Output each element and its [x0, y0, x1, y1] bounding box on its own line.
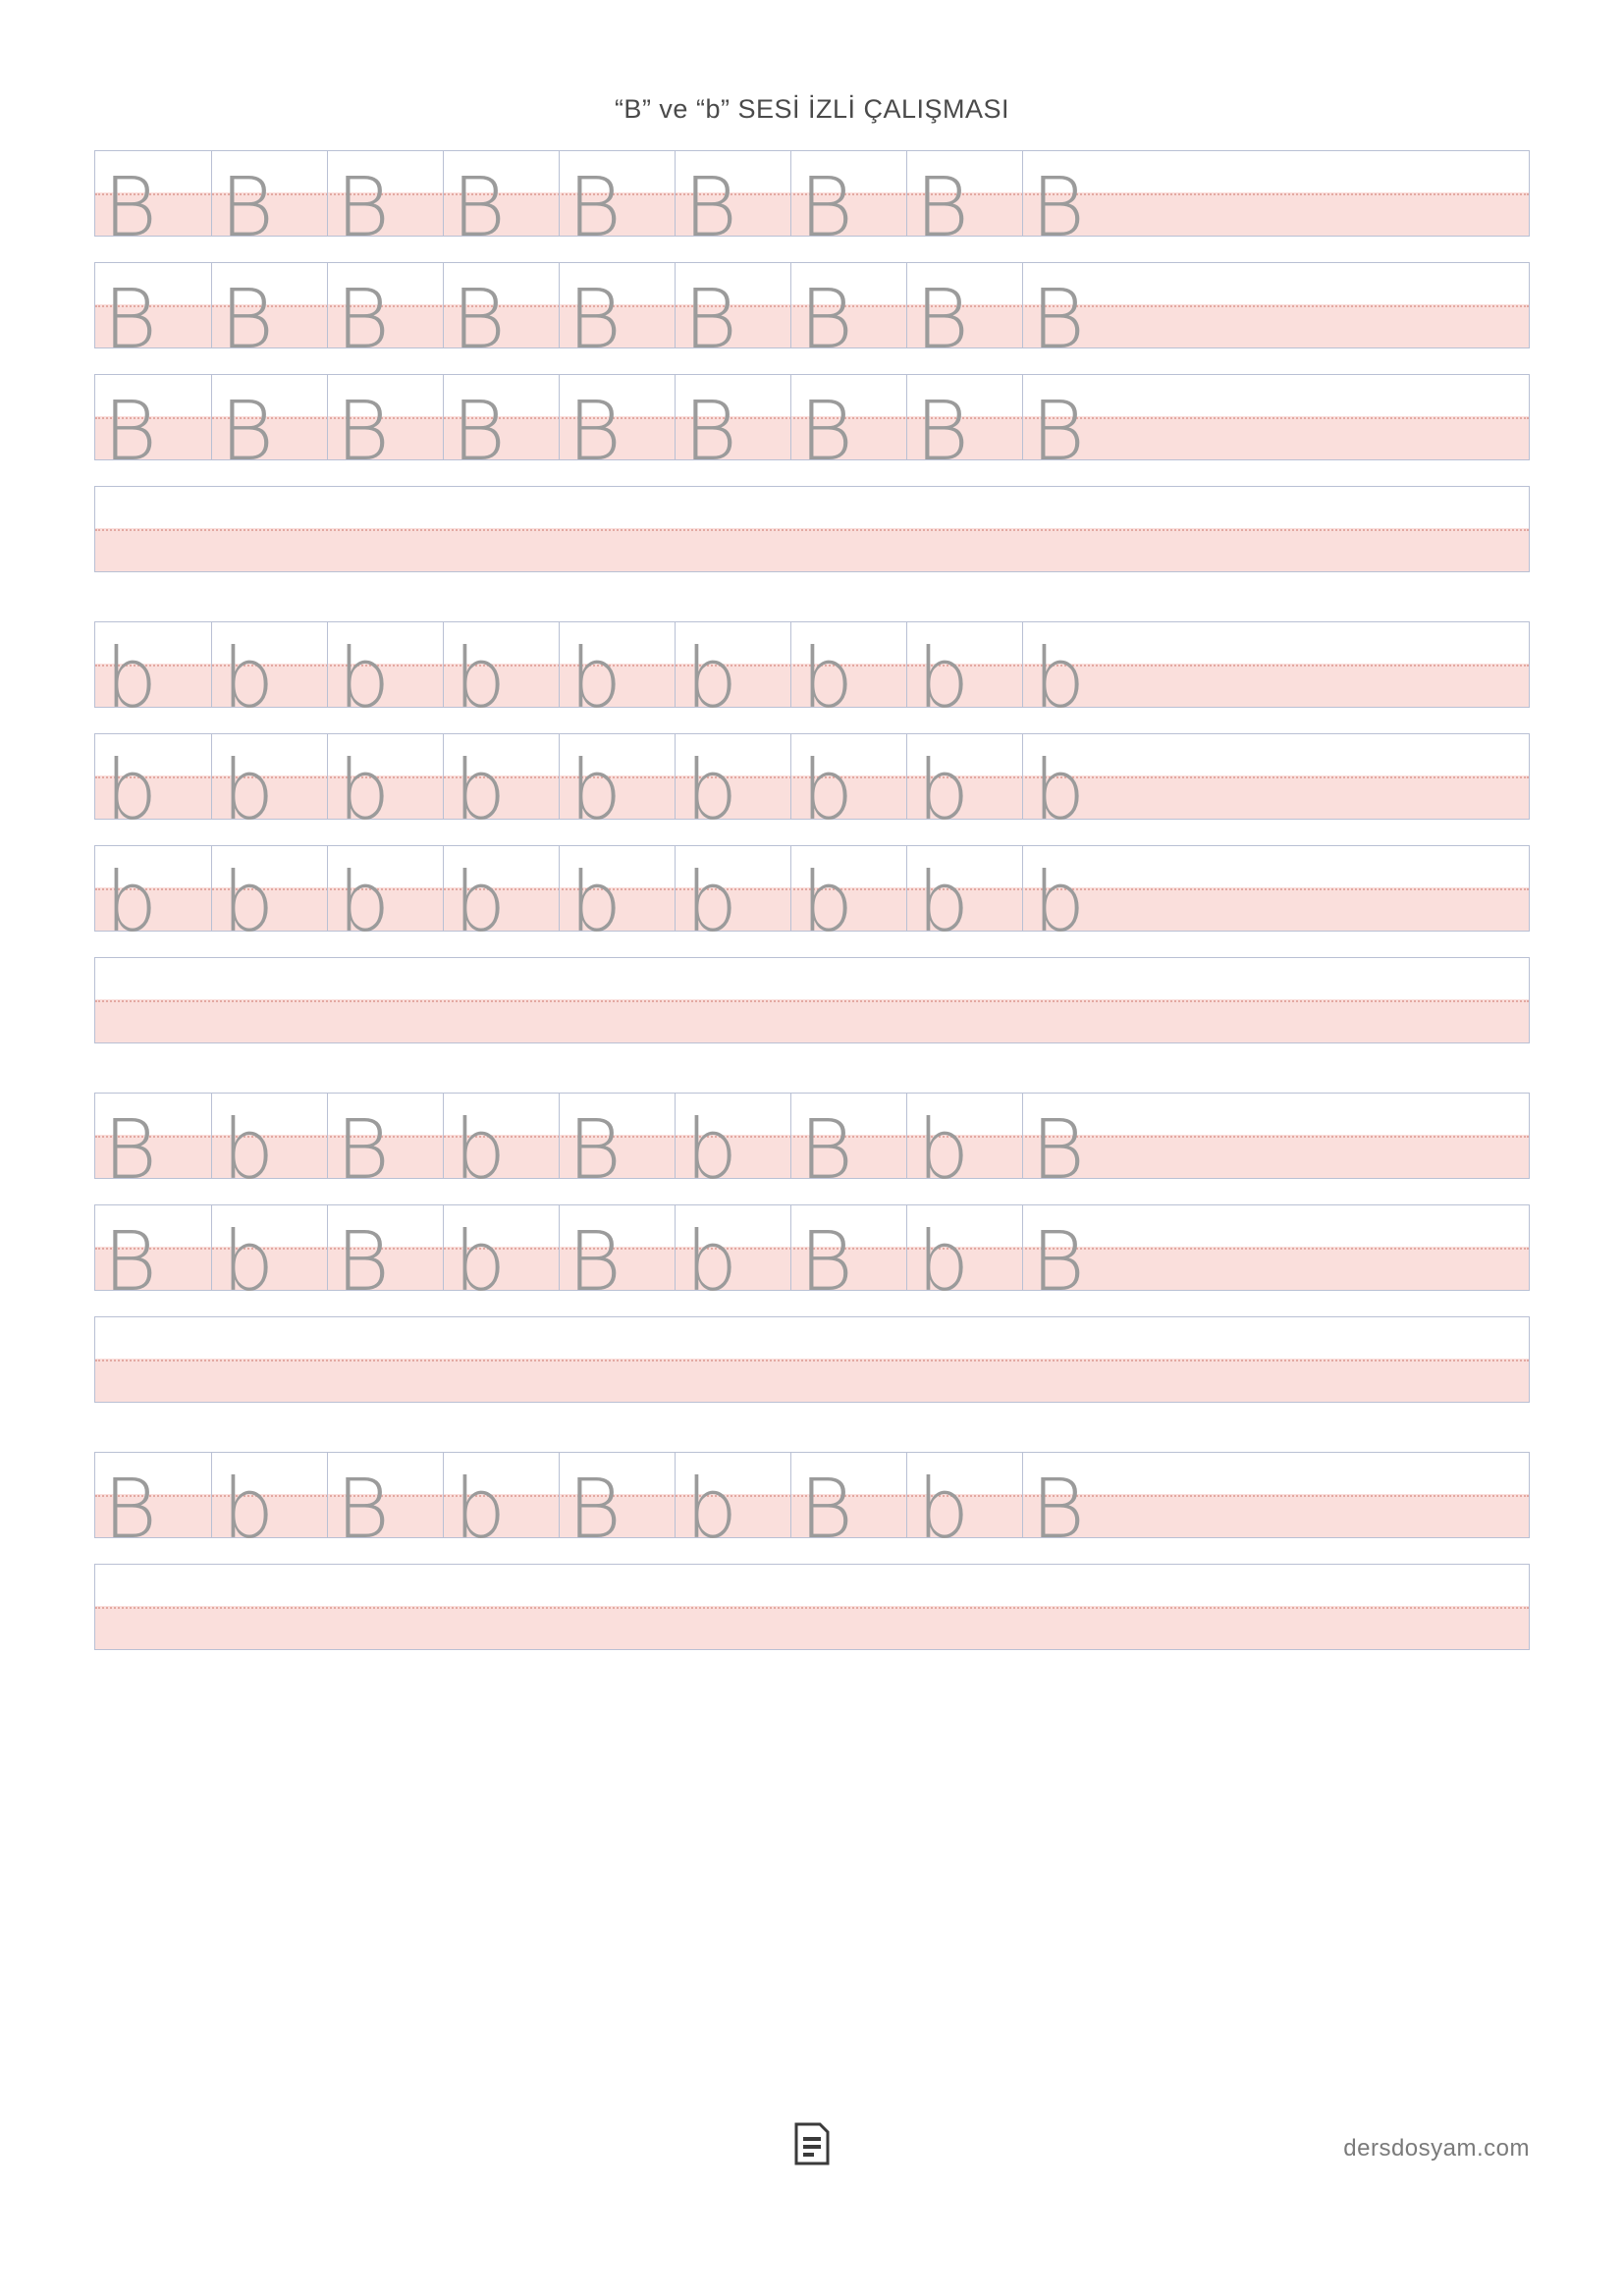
- trace-letter: B: [799, 383, 854, 479]
- practice-row-trace: [94, 1093, 1530, 1198]
- trace-letter: b: [222, 854, 275, 950]
- dotted-midline: [95, 1248, 1529, 1250]
- trace-letter: b: [105, 854, 158, 950]
- practice-row-blank: [94, 957, 1530, 1043]
- trace-letter: b: [1033, 742, 1086, 838]
- trace-letter: B: [336, 271, 391, 367]
- trace-letter: b: [454, 1101, 507, 1198]
- x-height-band: [95, 1494, 1529, 1537]
- trace-letter: b: [338, 742, 391, 838]
- x-height-band: [95, 664, 1529, 707]
- trace-letter: b: [569, 742, 623, 838]
- trace-letter: b: [454, 742, 507, 838]
- trace-letter: B: [103, 159, 158, 255]
- trace-letter: B: [568, 271, 623, 367]
- practice-row-trace: [94, 621, 1530, 726]
- x-height-band: [95, 1247, 1529, 1290]
- dotted-midline: [95, 1360, 1529, 1362]
- dotted-midline: [95, 1136, 1529, 1138]
- trace-letter: B: [336, 383, 391, 479]
- dotted-midline: [95, 529, 1529, 531]
- practice-row-blank: [94, 1564, 1530, 1650]
- trace-letter: b: [685, 1213, 738, 1309]
- trace-letter: B: [1031, 1101, 1086, 1198]
- trace-letter: B: [1031, 159, 1086, 255]
- trace-letter: B: [220, 383, 275, 479]
- trace-letter: b: [1033, 854, 1086, 950]
- group-gap: [94, 1676, 1530, 1699]
- trace-letter: B: [452, 383, 507, 479]
- practice-row-trace: [94, 1204, 1530, 1309]
- trace-letter: b: [222, 742, 275, 838]
- trace-letter: b: [222, 1213, 275, 1309]
- trace-letter: B: [568, 159, 623, 255]
- dotted-midline: [95, 1607, 1529, 1609]
- trace-letter: b: [569, 630, 623, 726]
- trace-letter: B: [915, 159, 970, 255]
- trace-letter: B: [336, 1101, 391, 1198]
- trace-letter: b: [801, 854, 854, 950]
- trace-letter: b: [801, 742, 854, 838]
- trace-letter: b: [338, 630, 391, 726]
- trace-letter: b: [222, 1101, 275, 1198]
- trace-letter: B: [103, 1101, 158, 1198]
- trace-letter: B: [683, 159, 738, 255]
- trace-letter: B: [683, 271, 738, 367]
- page-title: “B” ve “b” SESİ İZLİ ÇALIŞMASI: [614, 94, 1010, 124]
- trace-letter: b: [685, 854, 738, 950]
- trace-letter: B: [1031, 1213, 1086, 1309]
- practice-row-trace: [94, 374, 1530, 479]
- trace-letter: b: [685, 1461, 738, 1557]
- trace-letter: b: [454, 854, 507, 950]
- trace-letter: b: [801, 630, 854, 726]
- trace-letter: B: [103, 1213, 158, 1309]
- group-gap: [94, 598, 1530, 621]
- trace-letter: b: [222, 630, 275, 726]
- practice-row-trace: [94, 262, 1530, 367]
- trace-letter: B: [452, 271, 507, 367]
- trace-letter: B: [1031, 1461, 1086, 1557]
- trace-letter: b: [222, 1461, 275, 1557]
- practice-row-trace: [94, 150, 1530, 255]
- x-height-band: [95, 1359, 1529, 1402]
- trace-letter: B: [568, 1213, 623, 1309]
- trace-letter: B: [220, 159, 275, 255]
- trace-letter: b: [454, 1213, 507, 1309]
- trace-letter: B: [103, 271, 158, 367]
- dotted-midline: [95, 1495, 1529, 1497]
- trace-letter: B: [915, 271, 970, 367]
- trace-letter: b: [105, 630, 158, 726]
- trace-letter: b: [105, 742, 158, 838]
- x-height-band: [95, 304, 1529, 347]
- page-footer: [0, 2121, 1624, 2180]
- group-gap: [94, 1069, 1530, 1093]
- trace-letter: B: [683, 383, 738, 479]
- trace-letter: B: [336, 1213, 391, 1309]
- trace-letter: B: [1031, 271, 1086, 367]
- x-height-band: [95, 416, 1529, 459]
- trace-letter: B: [915, 383, 970, 479]
- practice-row-trace: [94, 1452, 1530, 1557]
- trace-letter: b: [917, 1461, 970, 1557]
- document-logo-icon: [790, 2121, 834, 2166]
- trace-letter: B: [799, 271, 854, 367]
- trace-letter: B: [799, 159, 854, 255]
- trace-letter: b: [917, 1213, 970, 1309]
- dotted-midline: [95, 776, 1529, 778]
- trace-letter: b: [685, 1101, 738, 1198]
- x-height-band: [95, 1606, 1529, 1649]
- x-height-band: [95, 999, 1529, 1042]
- trace-letter: b: [685, 742, 738, 838]
- trace-letter: b: [338, 854, 391, 950]
- trace-letter: b: [917, 630, 970, 726]
- trace-letter: b: [685, 630, 738, 726]
- trace-letter: b: [454, 630, 507, 726]
- trace-letter: B: [568, 383, 623, 479]
- writing-rows: [0, 150, 1624, 1699]
- trace-letter: b: [1033, 630, 1086, 726]
- trace-letter: B: [452, 159, 507, 255]
- trace-letter: B: [103, 383, 158, 479]
- practice-row-trace: [94, 845, 1530, 950]
- trace-letter: B: [220, 271, 275, 367]
- x-height-band: [95, 887, 1529, 931]
- trace-letter: B: [336, 1461, 391, 1557]
- dotted-midline: [95, 305, 1529, 307]
- trace-letter: B: [799, 1213, 854, 1309]
- trace-letter: B: [568, 1101, 623, 1198]
- trace-letter: B: [799, 1461, 854, 1557]
- dotted-midline: [95, 193, 1529, 195]
- practice-row-blank: [94, 486, 1530, 572]
- x-height-band: [95, 528, 1529, 571]
- trace-letter: B: [103, 1461, 158, 1557]
- practice-row-blank: [94, 1316, 1530, 1403]
- trace-letter: B: [568, 1461, 623, 1557]
- x-height-band: [95, 192, 1529, 236]
- group-gap: [94, 1428, 1530, 1452]
- dotted-midline: [95, 1000, 1529, 1002]
- practice-row-trace: [94, 733, 1530, 838]
- dotted-midline: [95, 417, 1529, 419]
- trace-letter: b: [917, 1101, 970, 1198]
- trace-letter: B: [799, 1101, 854, 1198]
- site-name: dersdosyam.com: [1343, 2135, 1530, 2162]
- trace-letter: B: [336, 159, 391, 255]
- trace-letter: b: [917, 854, 970, 950]
- trace-letter: b: [454, 1461, 507, 1557]
- trace-letter: b: [569, 854, 623, 950]
- trace-letter: B: [1031, 383, 1086, 479]
- x-height-band: [95, 775, 1529, 819]
- dotted-midline: [95, 888, 1529, 890]
- trace-letter: b: [917, 742, 970, 838]
- dotted-midline: [95, 665, 1529, 667]
- x-height-band: [95, 1135, 1529, 1178]
